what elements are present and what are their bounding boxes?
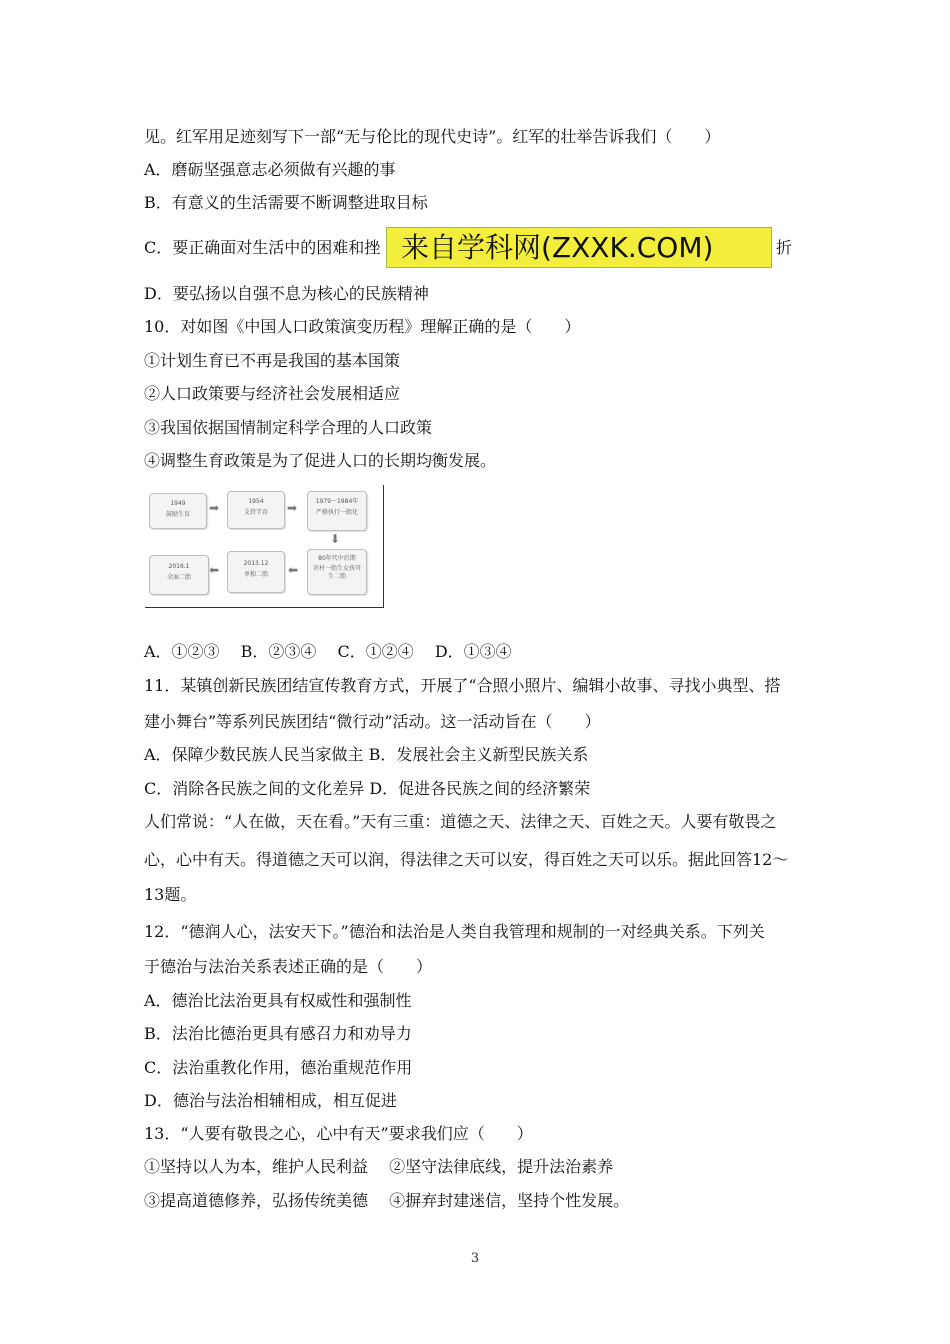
policy-box-1949: [149, 493, 207, 529]
arrow-left-icon: ⬅: [288, 563, 299, 577]
policy-text: 全面二胎: [166, 574, 191, 581]
policy-box-2013: [227, 551, 285, 593]
question-12-cont: 于德治与法治关系表述正确的是（ ）: [144, 957, 433, 976]
option-12c: C．法治重教化作用，德治重规范作用: [144, 1058, 413, 1077]
options-11-ab: A．保障少数民族人民当家做主 B．发展社会主义新型民族关系: [144, 745, 589, 764]
passage-line-2: 心，心中有天。得道德之天可以润，得法律之天可以安，得百姓之天可以乐。据此回答12～: [144, 850, 789, 869]
option-9c: C．要正确面对生活中的困难和挫: [144, 238, 381, 257]
options-11-cd: C．消除各民族之间的文化差异 D．促进各民族之间的经济繁荣: [144, 779, 591, 798]
watermark-logo: 来自学科网(ZXXK.COM): [386, 227, 772, 268]
arrow-right-icon: ➡: [209, 501, 220, 515]
statement-13-34: ③提高道德修养，弘扬传统美德 ④摒弃封建迷信，坚持个性发展。: [144, 1191, 630, 1210]
question-11: 11．某镇创新民族团结宣传教育方式，开展了“合照小照片、编辑小故事、寻找小典型、搭: [144, 676, 781, 695]
option-12d: D．德治与法治相辅相成，相互促进: [144, 1091, 397, 1110]
statement-10-2: ②人口政策要与经济社会发展相适应: [144, 384, 401, 403]
statement-10-1: ①计划生育已不再是我国的基本国策: [144, 351, 401, 370]
option-12a: A．德治比法治更具有权威性和强制性: [144, 991, 412, 1010]
option-12b: B．法治比德治更具有感召力和劝导力: [144, 1024, 412, 1043]
statement-13-12: ①坚持以人为本，维护人民利益 ②坚守法律底线，提升法治素养: [144, 1157, 614, 1176]
policy-box-2016: [149, 555, 209, 595]
option-9a: A．磨砺坚强意志必须做有兴趣的事: [144, 160, 396, 179]
policy-text: 严格执行一胎化: [315, 509, 358, 516]
statement-10-3: ③我国依据国情制定科学合理的人口政策: [144, 418, 433, 437]
policy-year: 1949: [170, 500, 186, 507]
policy-year: 80年代中后期: [318, 555, 356, 562]
question-11-cont: 建小舞台”等系列民族团结“微行动”活动。这一活动旨在（ ）: [144, 712, 601, 731]
arrow-down-icon: ⬇: [330, 532, 341, 546]
policy-box-80s: [307, 549, 367, 595]
statement-10-4: ④调整生育政策是为了促进人口的长期均衡发展。: [144, 451, 497, 470]
question-10: 10．对如图《中国人口政策演变历程》理解正确的是（ ）: [144, 317, 581, 336]
passage-line-3: 13题。: [144, 885, 197, 904]
option-9b: B．有意义的生活需要不断调整进取目标: [144, 193, 428, 212]
question-13: 13．“人要有敬畏之心，心中有天”要求我们应（ ）: [144, 1124, 533, 1143]
policy-text: 支持节育: [243, 509, 268, 516]
policy-text: 单独二胎: [243, 571, 268, 578]
arrow-left-icon: ⬅: [209, 563, 220, 577]
policy-box-1954: [227, 491, 285, 529]
population-policy-figure: [145, 485, 384, 608]
option-9c-tail: 折: [776, 238, 793, 257]
policy-year: 1979～1984年: [315, 498, 359, 505]
policy-year: 2013.12: [243, 560, 269, 567]
policy-year: 2016.1: [168, 563, 190, 570]
policy-year: 1954: [248, 498, 264, 505]
page-number: 3: [470, 1251, 480, 1266]
policy-text: 农村一胎生女孩可生二胎: [312, 565, 361, 580]
question-12: 12．“德润人心，法安天下。”德治和法治是人类自我管理和规制的一对经典关系。下列关: [144, 922, 765, 941]
policy-box-1979: [307, 491, 367, 531]
option-9d: D．要弘扬以自强不息为核心的民族精神: [144, 284, 429, 303]
policy-text: 鼓励生育: [165, 511, 190, 518]
options-10: A．①②③ B．②③④ C．①②④ D．①③④: [144, 642, 512, 661]
line-1: 见。红军用足迹刻写下一部“无与伦比的现代史诗”。红军的壮举告诉我们（ ）: [144, 127, 721, 146]
arrow-right-icon: ➡: [287, 501, 298, 515]
passage-line-1: 人们常说：“人在做，天在看。”天有三重：道德之天、法律之天、百姓之天。人要有敬畏之: [144, 812, 777, 831]
